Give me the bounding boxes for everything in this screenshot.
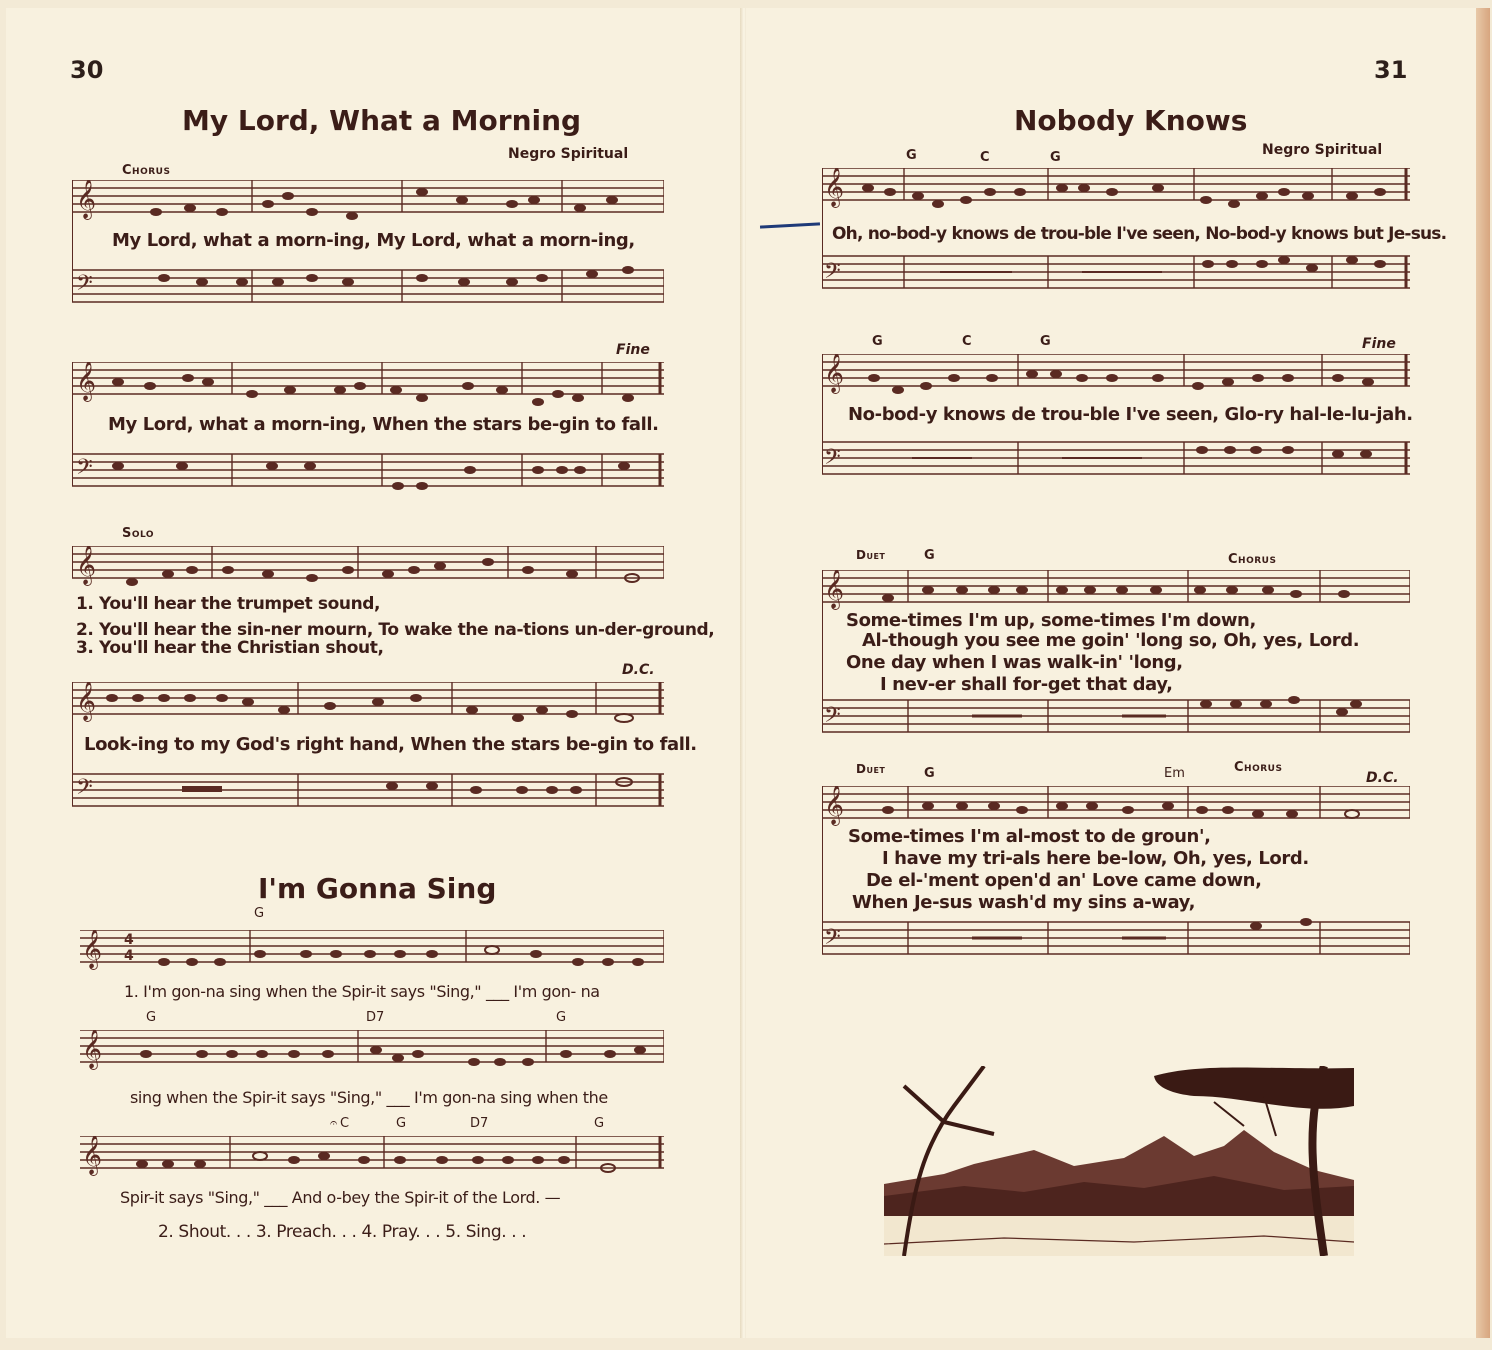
fine-marking: Fine — [1362, 336, 1396, 352]
page-number-right: 31 — [1374, 56, 1408, 84]
duet-verse-line-6: I have my tri-als here be-low, Oh, yes, Lord. — [882, 848, 1309, 869]
chord-symbol: C — [962, 334, 972, 349]
lyric-line: 1. I'm gon-na sing when the Spir-it says "Sing," ___ I'm gon- na — [124, 982, 600, 1001]
duet-label: Duet — [856, 762, 886, 776]
music-staff — [72, 546, 664, 586]
landscape-illustration — [884, 1066, 1354, 1256]
song-subtitle-my-lord: Negro Spiritual — [508, 146, 629, 162]
page-number-left: 30 — [70, 56, 104, 84]
duet-verse-line-7: De el-'ment open'd an' Love came down, — [866, 870, 1262, 891]
music-staff — [80, 1136, 664, 1176]
verse-line-2: 2. You'll hear the sin-ner mourn, To wake the na-tions un-der-ground, — [76, 620, 715, 640]
chord-symbol: G — [146, 1010, 157, 1025]
chord-symbol: G — [1040, 334, 1051, 349]
duet-verse-line-4: I nev-er shall for-get that day, — [880, 674, 1173, 695]
svg-text:𝄞: 𝄞 — [824, 168, 845, 207]
svg-text:𝄞: 𝄞 — [76, 682, 97, 721]
duet-verse-line-5: Some-times I'm al-most to de groun', — [848, 826, 1211, 847]
chord-symbol: C — [340, 1116, 350, 1131]
lyric-line: sing when the Spir-it says "Sing," ___ I'm gon-na sing when the — [130, 1088, 608, 1107]
chord-symbol: G — [556, 1010, 567, 1025]
song-subtitle-nobody-knows: Negro Spiritual — [1262, 142, 1383, 158]
svg-text:𝄞: 𝄞 — [82, 1030, 103, 1069]
chord-symbol: G — [594, 1116, 605, 1131]
svg-text:𝄢: 𝄢 — [76, 775, 93, 805]
chord-symbol: C — [980, 150, 990, 165]
chorus-label: Chorus — [1234, 760, 1283, 775]
svg-text:𝄞: 𝄞 — [82, 1136, 103, 1175]
verse-line-3: 3. You'll hear the Christian shout, — [76, 638, 384, 658]
svg-text:𝄢: 𝄢 — [824, 445, 841, 475]
svg-text:𝄞: 𝄞 — [76, 546, 97, 585]
lyric-line: Spir-it says "Sing," ___ And o-bey the Spir-it of the Lord. — — [120, 1188, 561, 1207]
chord-symbol: G — [396, 1116, 407, 1131]
duet-verse-line-8: When Je-sus wash'd my sins a-way, — [852, 892, 1196, 913]
svg-text:𝄞: 𝄞 — [824, 786, 845, 825]
lyric-line: Oh, no-bod-y knows de trou-ble I've seen, No-bod-y knows but Je-sus. — [832, 224, 1447, 244]
song-title-my-lord: My Lord, What a Morning — [182, 104, 582, 137]
song-title-nobody-knows: Nobody Knows — [1014, 104, 1248, 137]
chord-symbol: G — [254, 906, 265, 921]
lyric-line: My Lord, what a morn-ing, When the stars be-gin to fall. — [108, 414, 659, 435]
svg-text:𝄢: 𝄢 — [76, 455, 93, 485]
duet-verse-line-3: One day when I was walk-in' 'long, — [846, 652, 1183, 673]
duet-label: Duet — [856, 548, 886, 562]
fermata-icon: 𝄐 — [330, 1116, 338, 1131]
dc-marking: D.C. — [622, 662, 655, 678]
svg-text:𝄢: 𝄢 — [76, 271, 93, 301]
lyric-line: My Lord, what a morn-ing, My Lord, what a morn-ing, — [112, 230, 635, 251]
fine-marking: Fine — [616, 342, 650, 358]
svg-text:𝄢: 𝄢 — [824, 259, 841, 289]
chorus-label: Chorus — [1228, 552, 1277, 567]
song-title-im-gonna-sing: I'm Gonna Sing — [258, 872, 497, 905]
svg-text:𝄞: 𝄞 — [824, 354, 845, 393]
chord-symbol: D7 — [470, 1116, 489, 1131]
chord-symbol: Em — [1164, 766, 1185, 781]
chord-symbol: G — [924, 548, 935, 563]
music-staff — [80, 1030, 664, 1070]
chorus-label: Chorus — [122, 163, 171, 178]
duet-verse-line-1: Some-times I'm up, some-times I'm down, — [846, 610, 1256, 631]
page-edge — [1476, 8, 1490, 1338]
chord-symbol: D7 — [366, 1010, 385, 1025]
solo-label: Solo — [122, 526, 155, 541]
lyric-line: Look-ing to my God's right hand, When the stars be-gin to fall. — [84, 734, 697, 755]
svg-text:𝄢: 𝄢 — [824, 703, 841, 733]
verse-line-1: 1. You'll hear the trumpet sound, — [76, 594, 381, 614]
svg-text:4: 4 — [124, 948, 134, 964]
dc-marking: D.C. — [1366, 770, 1399, 786]
chord-symbol: G — [906, 148, 917, 163]
svg-text:𝄞: 𝄞 — [82, 930, 103, 969]
chord-symbol: G — [872, 334, 883, 349]
svg-text:4: 4 — [124, 932, 134, 948]
svg-text:𝄢: 𝄢 — [824, 925, 841, 955]
chord-symbol: G — [924, 766, 935, 781]
music-staff — [80, 930, 664, 970]
duet-verse-line-2: Al-though you see me goin' 'long so, Oh, yes, Lord. — [862, 630, 1360, 651]
svg-text:𝄞: 𝄞 — [76, 180, 97, 219]
svg-text:𝄞: 𝄞 — [824, 570, 845, 609]
additional-verses: 2. Shout. . . 3. Preach. . . 4. Pray. . . 5. Sing. . . — [158, 1222, 527, 1242]
svg-text:𝄞: 𝄞 — [76, 362, 97, 401]
lyric-line: No-bod-y knows de trou-ble I've seen, Glo-ry hal-le-lu-jah. — [848, 404, 1413, 425]
chord-symbol: G — [1050, 150, 1061, 165]
